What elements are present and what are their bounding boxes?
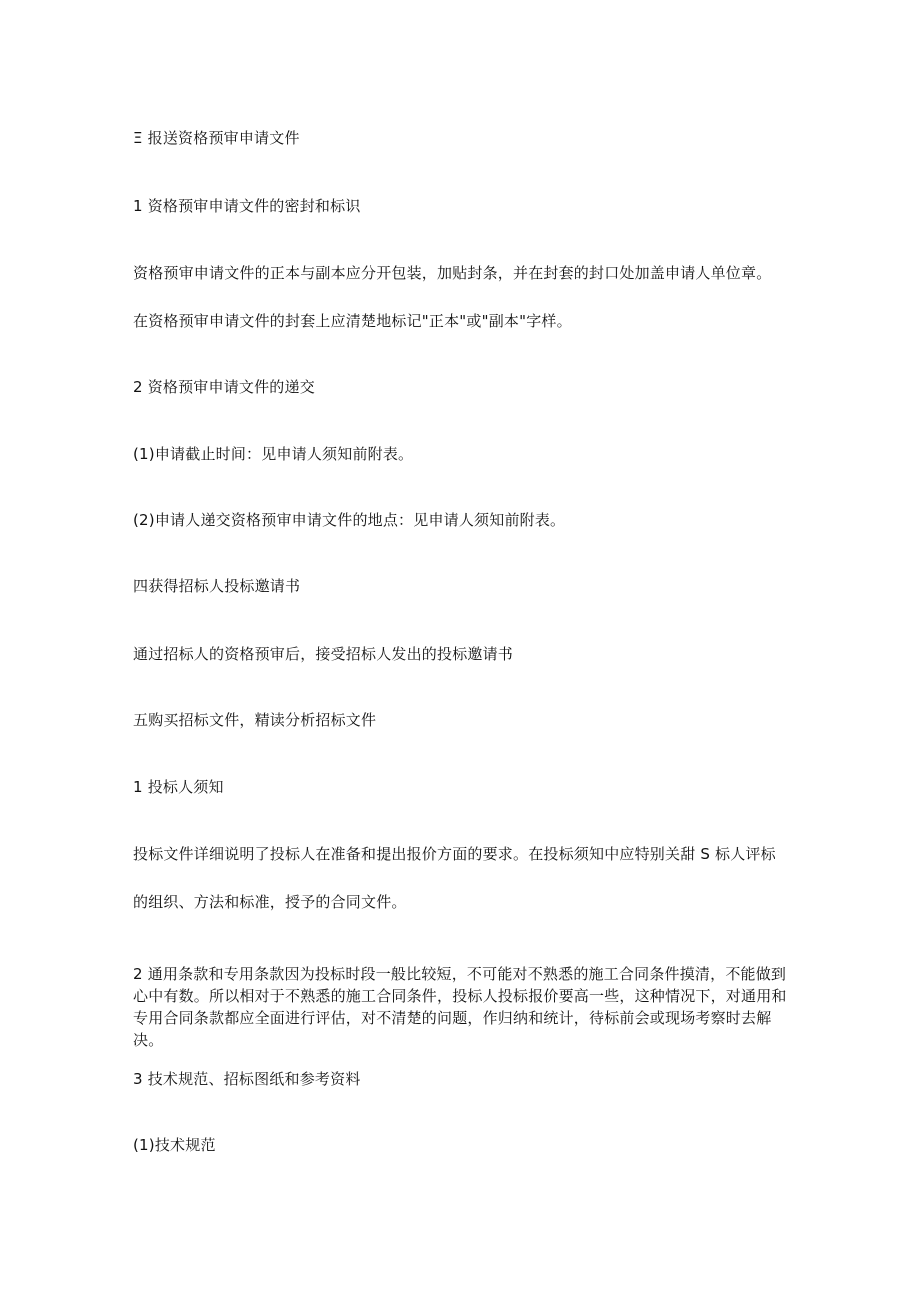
paragraph-invitation: 通过招标人的资格预审后，接受招标人发出的投标邀请书 (133, 645, 514, 663)
list-item-spec: (1)技术规范 (133, 1136, 216, 1154)
paragraph-mark: 在资格预审申请文件的封套上应清楚地标记"正本"或"副本"字样。 (133, 312, 572, 330)
subheading-1: 1 资格预审申请文件的密封和标识 (133, 197, 361, 215)
subheading-bidder-notice: 1 投标人须知 (133, 778, 224, 796)
subheading-technical: 3 技术规范、招标图纸和参考资料 (133, 1070, 361, 1088)
paragraph-notice-line2: 的组织、方法和标准，授予的合同文件。 (133, 893, 407, 911)
paragraph-notice-line1: 投标文件详细说明了投标人在准备和提出报价方面的要求。在投标须知中应特别关甜 S 标人评标 (133, 845, 776, 863)
list-item-deadline: (1)申请截止时间：见申请人须知前附表。 (133, 445, 414, 463)
subheading-2: 2 资格预审申请文件的递交 (133, 378, 315, 396)
list-item-location: (2)申请人递交资格预审申请文件的地点：见申请人须知前附表。 (133, 511, 566, 529)
paragraph-general-terms: 2 通用条款和专用条款因为投标时段一般比较短，不可能对不熟悉的施工合同条件摸清，不能做到心中有数。所以相对于不熟悉的施工合同条件，投标人投标报价要高一些，这种情况下，对通用和专用合同条款都应全面进行评估，对不清楚的问题，作归纳和统计，待标前会或现场考察时去解决。 (133, 965, 787, 1049)
section-heading-3: Ξ 报送资格预审申请文件 (133, 129, 300, 147)
section-heading-5: 五购买招标文件，精读分析招标文件 (133, 711, 377, 729)
section-heading-4: 四获得招标人投标邀请书 (133, 577, 301, 595)
paragraph-seal: 资格预审申请文件的正本与副本应分开包装，加贴封条，并在封套的封口处加盖申请人单位章。 (133, 264, 772, 282)
